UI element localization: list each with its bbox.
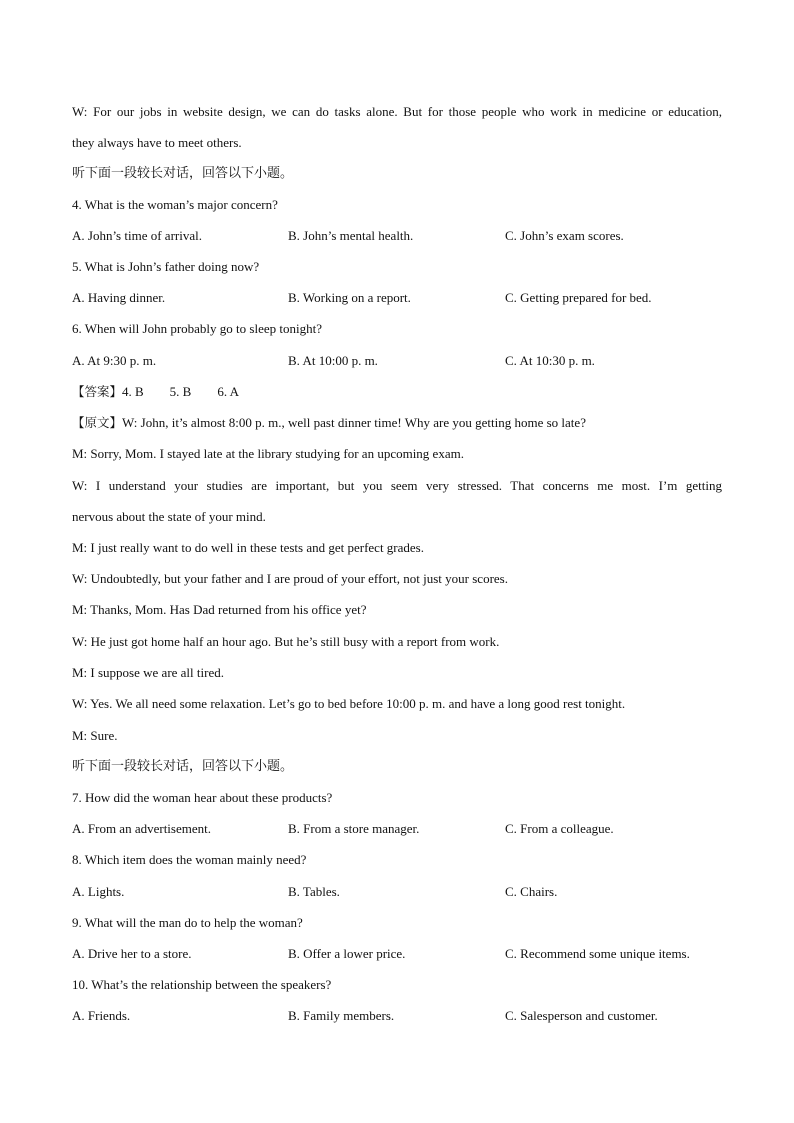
transcript-first-line: W: John, it’s almost 8:00 p. m., well past dinner time! Why are you getting home so late? [122,415,586,430]
question-9-option-c: C. Recommend some unique items. [505,946,690,961]
question-9-option-a: A. Drive her to a store. [72,946,192,961]
dialogue-line-w5: W: Yes. We all need some relaxation. Let’s go to bed before 10:00 p. m. and have a long good rest tonight. [72,696,626,711]
answer-label: 【答案】 [72,384,123,399]
question-5: 5. What is John’s father doing now? [72,259,260,274]
question-7: 7. How did the woman hear about these products? [72,790,333,805]
question-4-option-c: C. John’s exam scores. [505,228,624,243]
question-5-option-a: A. Having dinner. [72,290,166,305]
question-4: 4. What is the woman’s major concern? [72,197,278,212]
dialogue-line-w2-1: W: I understand your studies are important, but you seem very stressed. That concerns me most. I’m getting [72,478,722,493]
question-8-option-c: C. Chairs. [505,884,558,899]
answer-line [72,383,722,401]
dialogue-line-w2-2: nervous about the state of your mind. [72,509,266,524]
section-header-1: 听下面一段较长对话，回答以下小题。 [72,166,294,181]
question-5-option-b: B. Working on a report. [288,290,411,305]
dialogue-line-w3: W: Undoubtedly, but your father and I are proud of your effort, not just your scores. [72,571,508,586]
dialogue-line-m3: M: Thanks, Mom. Has Dad returned from his office yet? [72,602,367,617]
question-10-option-a: A. Friends. [72,1008,131,1023]
dialogue-line-w4: W: He just got home half an hour ago. But he’s still busy with a report from work. [72,634,500,649]
question-10-option-b: B. Family members. [288,1008,395,1023]
question-5-option-c: C. Getting prepared for bed. [505,290,652,305]
question-6-option-b: B. At 10:00 p. m. [288,353,378,368]
dialogue-line-w-jobs-2: they always have to meet others. [72,135,242,150]
answer-text: 4. B 5. B 6. A [122,384,240,399]
dialogue-line-w-jobs-1: W: For our jobs in website design, we can do tasks alone. But for those people who work in medicine or education, [72,104,722,119]
question-4-option-b: B. John’s mental health. [288,228,414,243]
question-8-option-a: A. Lights. [72,884,125,899]
dialogue-line-m2: M: I just really want to do well in these tests and get perfect grades. [72,540,424,555]
transcript-label: 【原文】 [72,415,123,430]
question-9-option-b: B. Offer a lower price. [288,946,406,961]
question-8: 8. Which item does the woman mainly need? [72,852,307,867]
transcript-line-1 [72,414,722,432]
dialogue-line-m5: M: Sure. [72,728,118,743]
question-6-option-a: A. At 9:30 p. m. [72,353,157,368]
question-10: 10. What’s the relationship between the speakers? [72,977,332,992]
question-7-option-c: C. From a colleague. [505,821,614,836]
question-6: 6. When will John probably go to sleep tonight? [72,321,322,336]
dialogue-line-m4: M: I suppose we are all tired. [72,665,224,680]
question-9: 9. What will the man do to help the woman? [72,915,303,930]
question-7-option-b: B. From a store manager. [288,821,420,836]
question-7-option-a: A. From an advertisement. [72,821,211,836]
section-header-2: 听下面一段较长对话，回答以下小题。 [72,759,294,774]
question-6-option-c: C. At 10:30 p. m. [505,353,595,368]
question-4-option-a: A. John’s time of arrival. [72,228,202,243]
question-10-option-c: C. Salesperson and customer. [505,1008,658,1023]
dialogue-line-m1: M: Sorry, Mom. I stayed late at the library studying for an upcoming exam. [72,446,464,461]
question-8-option-b: B. Tables. [288,884,340,899]
